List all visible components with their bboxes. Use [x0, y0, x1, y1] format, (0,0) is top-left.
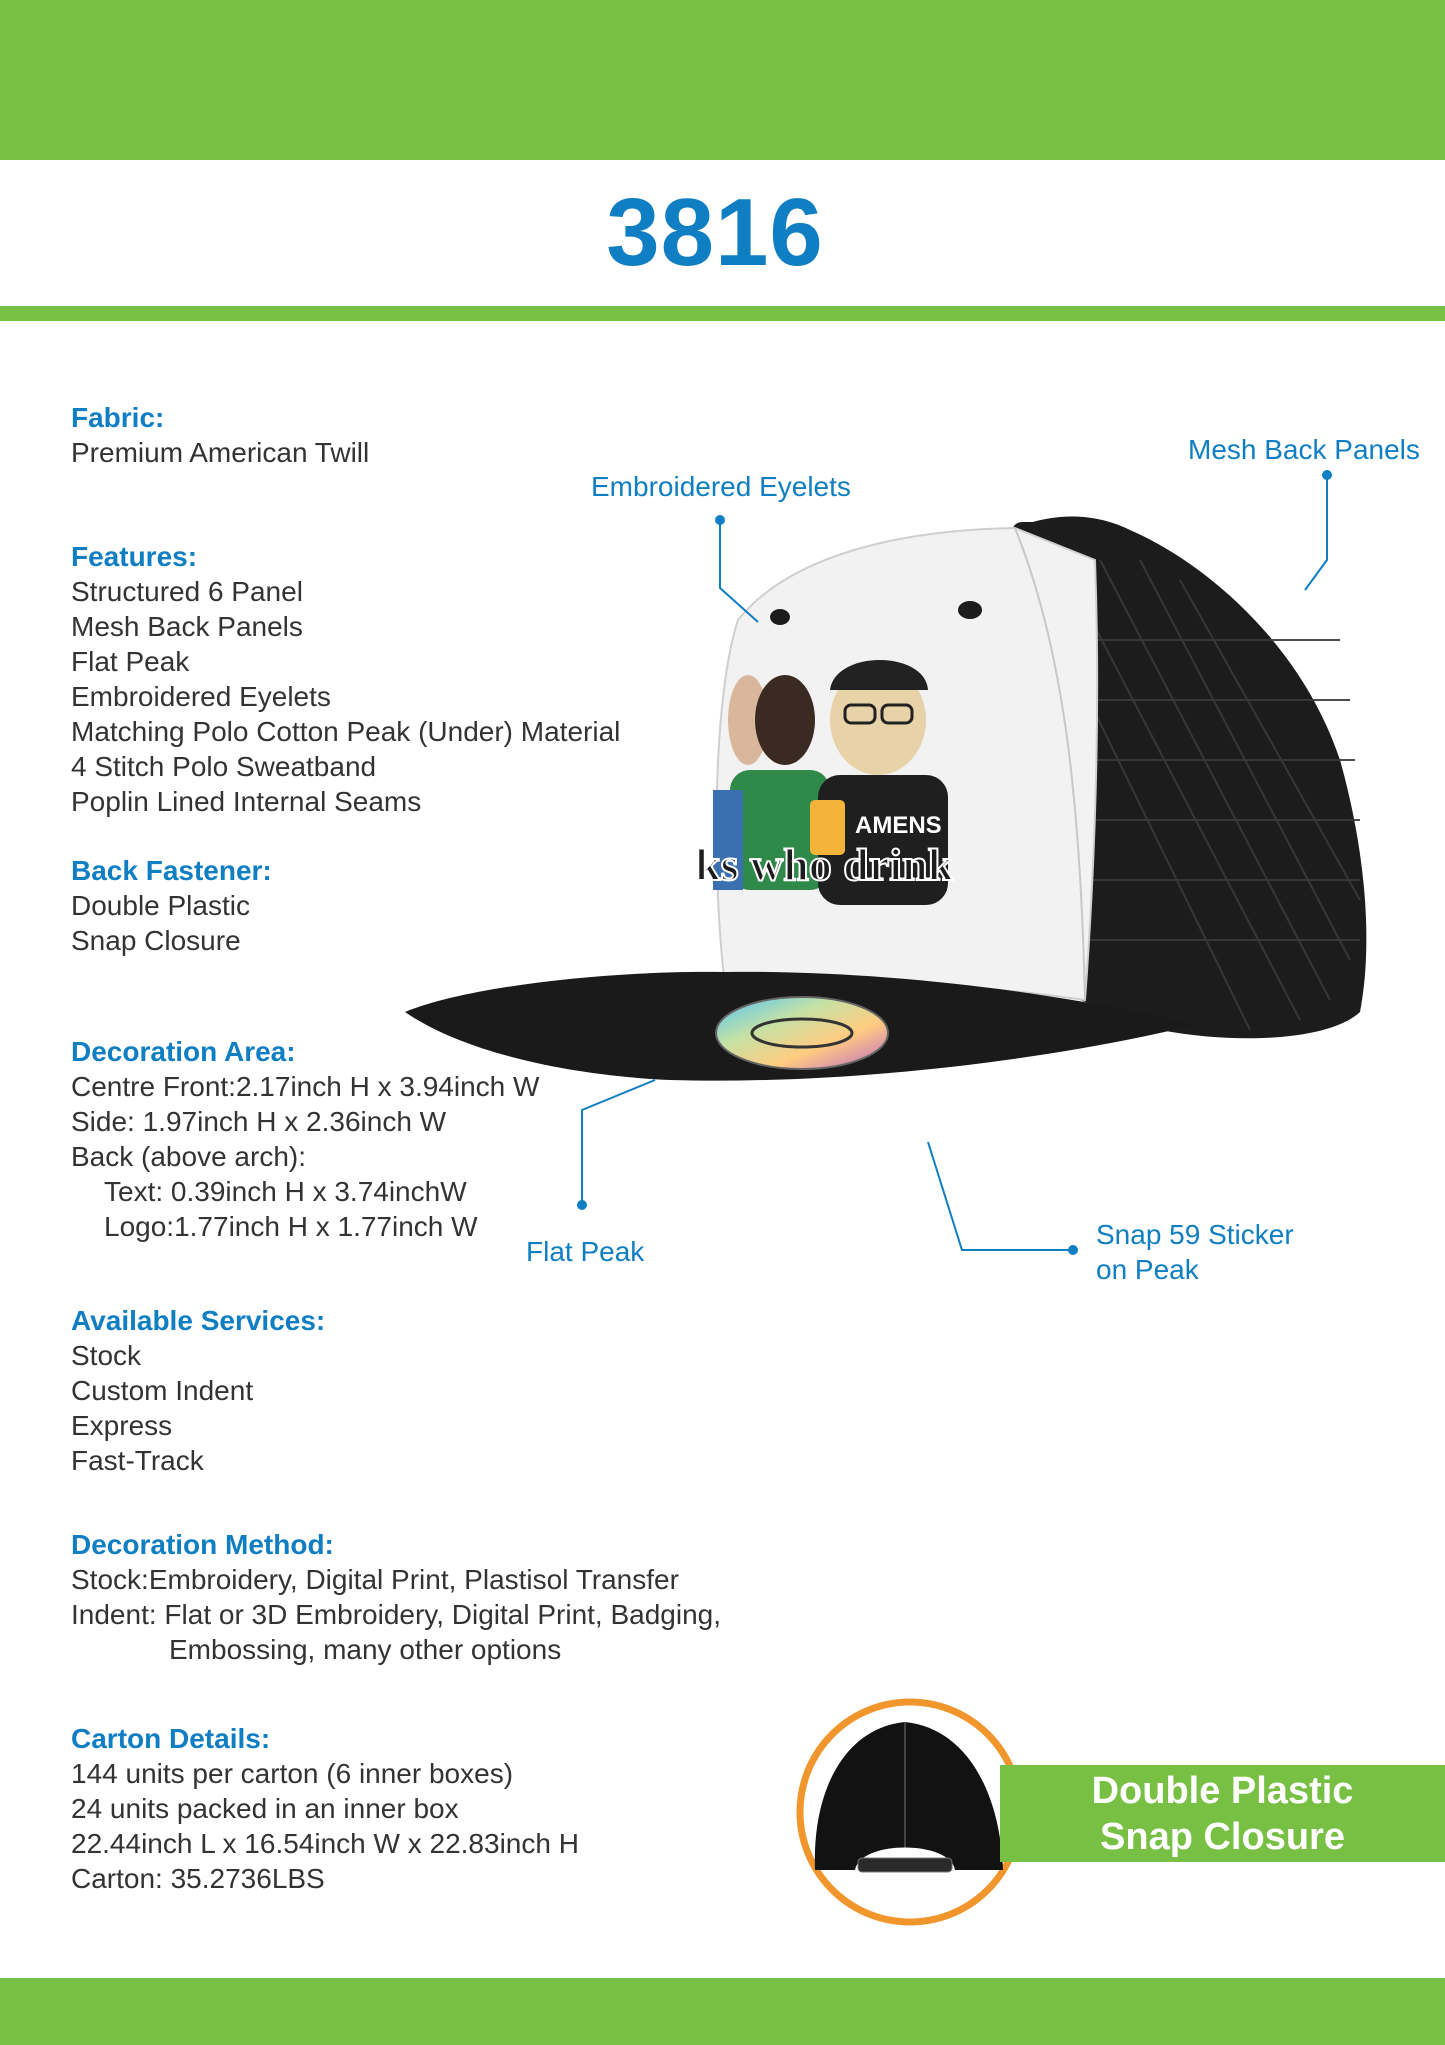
- back-text-value: 0.39inch H x 3.74inchW: [170, 1176, 467, 1207]
- eyelets-leader-dot: [715, 515, 725, 525]
- feature-item: Poplin Lined Internal Seams: [71, 786, 422, 817]
- decoration-method-heading: Decoration Method:: [71, 1529, 334, 1560]
- back-fastener-line: Snap Closure: [71, 925, 241, 956]
- method-indent-label: Indent:: [71, 1599, 157, 1630]
- sticker-leader: [928, 1142, 1073, 1250]
- snap-sticker: [716, 997, 888, 1069]
- bottom-green-band: [0, 1978, 1445, 2045]
- feature-item: Mesh Back Panels: [71, 611, 303, 642]
- fabric-heading: Fabric:: [71, 402, 165, 433]
- product-code-title: 3816: [606, 179, 824, 286]
- callout-snap-sticker: [1096, 1217, 1294, 1287]
- callout-mesh-back-panels: Mesh Back Panels: [1188, 434, 1420, 465]
- feature-item: 4 Stitch Polo Sweatband: [71, 751, 377, 782]
- back-logo-value: 1.77inch H x 1.77inch W: [174, 1211, 478, 1242]
- features-heading: Features:: [71, 541, 198, 572]
- badge-line2: Snap Closure: [1100, 1815, 1345, 1858]
- embroidery-main-text: ks who drink: [695, 839, 954, 890]
- callout-snap-sticker-line2: on Peak: [1096, 1254, 1199, 1285]
- mesh-leader: [1305, 475, 1327, 590]
- method-indent-continued: Embossing, many other options: [169, 1634, 562, 1665]
- carton-line: 22.44inch L x 16.54inch W x 22.83inch H: [71, 1828, 579, 1859]
- back-fastener-line: Double Plastic: [71, 890, 250, 921]
- badge-line1: Double Plastic: [1091, 1769, 1354, 1812]
- eyelet-icon: [770, 609, 790, 625]
- feature-item: Embroidered Eyelets: [71, 681, 331, 712]
- snap-strap: [858, 1858, 952, 1872]
- available-services-heading: Available Services:: [71, 1305, 326, 1336]
- flat-peak-leader-dot: [577, 1200, 587, 1210]
- callout-snap-sticker-line1: Snap 59 Sticker: [1096, 1219, 1294, 1250]
- carton-line: Carton: 35.2736LBS: [71, 1863, 325, 1894]
- centre-front-label: Centre Front:: [71, 1071, 236, 1102]
- method-stock-label: Stock:: [71, 1564, 149, 1595]
- service-item: Fast-Track: [71, 1445, 204, 1476]
- method-stock-value: Embroidery, Digital Print, Plastisol Transfer: [148, 1564, 679, 1595]
- back-row: Back (above arch):: [71, 1141, 306, 1172]
- method-indent-value: Flat or 3D Embroidery, Digital Print, Badging,: [164, 1599, 722, 1630]
- callout-embroidered-eyelets: Embroidered Eyelets: [591, 471, 851, 502]
- mesh-leader-dot: [1322, 470, 1332, 480]
- feature-item: Structured 6 Panel: [71, 576, 303, 607]
- embroidery-top-text: AMENS: [855, 812, 942, 839]
- side-label: Side:: [71, 1106, 135, 1137]
- back-fastener-heading: Back Fastener:: [71, 855, 272, 886]
- centre-front-value: 2.17inch H x 3.94inch W: [235, 1071, 540, 1102]
- sticker-leader-dot: [1068, 1245, 1078, 1255]
- carton-details-heading: Carton Details:: [71, 1723, 271, 1754]
- service-item: Express: [71, 1410, 173, 1441]
- carton-line: 24 units packed in an inner box: [71, 1793, 459, 1824]
- back-logo-label: Logo:: [104, 1211, 175, 1242]
- decoration-area-heading: Decoration Area:: [71, 1036, 296, 1067]
- carton-line: 144 units per carton (6 inner boxes): [71, 1758, 514, 1789]
- flat-peak-leader: [582, 1080, 655, 1205]
- service-item: Stock: [71, 1340, 142, 1371]
- back-text-label: Text:: [104, 1176, 164, 1207]
- side-value: 1.97inch H x 2.36inch W: [142, 1106, 447, 1137]
- callout-flat-peak: Flat Peak: [526, 1236, 645, 1267]
- feature-item: Flat Peak: [71, 646, 190, 677]
- closure-badge: [1000, 1765, 1445, 1862]
- feature-item: Matching Polo Cotton Peak (Under) Material: [71, 716, 621, 747]
- service-item: Custom Indent: [71, 1375, 254, 1406]
- fabric-value: Premium American Twill: [71, 437, 370, 468]
- eyelet-icon: [958, 601, 982, 619]
